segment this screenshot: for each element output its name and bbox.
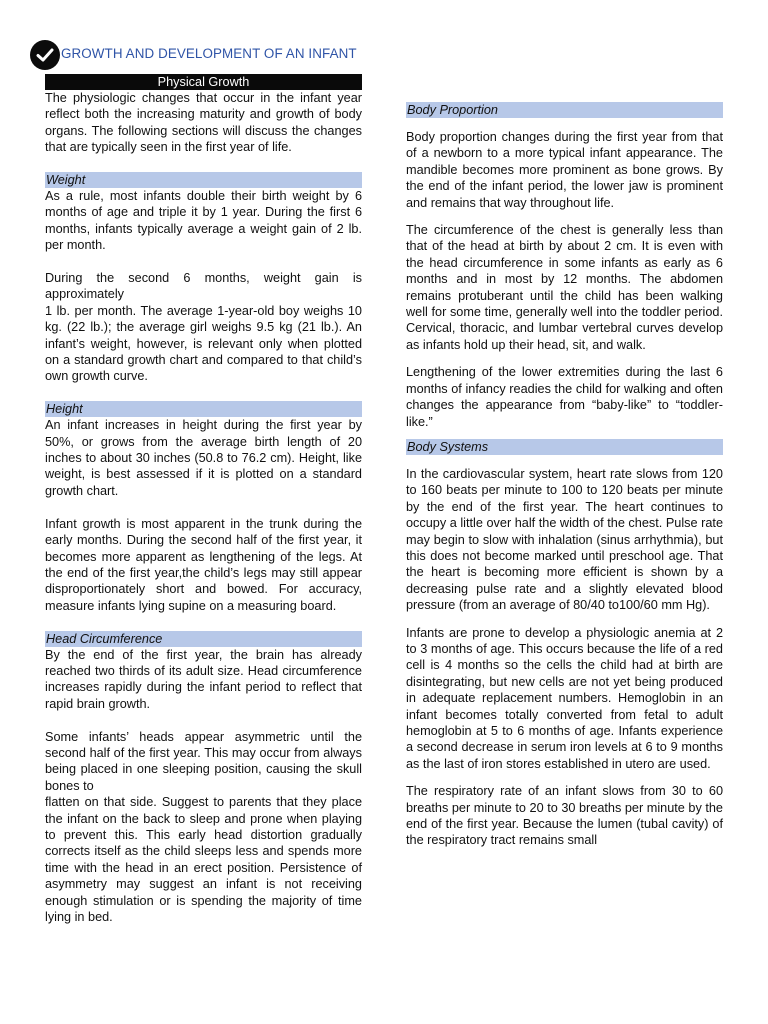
proportion-paragraph-2: The circumference of the chest is generally less than that of the head at birth by about 2 cm. It is even with the head circumference in some infants as early as 6 months and in most by 12 months. The abdomen remains protuberant until the child has been walking well for some time, generally well into the toddler period. Cervical, thoracic, and lumbar vertebral curves develop as infants hold up their head, sit, and walk. [406, 223, 723, 352]
weight-paragraph-1: As a rule, most infants double their birth weight by 6 months of age and triple it by 1 year. During the first 6 months, infants typically average a weight gain of 2 lb. per month. [45, 189, 362, 253]
head-circumference-heading: Head Circumference [45, 631, 362, 647]
systems-paragraph-3: The respiratory rate of an infant slows from 30 to 60 breaths per minute to 20 to 30 breaths per minute by the end of the first year. Because the lumen (tubal cavity) of the respiratory tract remains small [406, 784, 723, 848]
proportion-paragraph-3: Lengthening of the lower extremities during the last 6 months of infancy readies the child for walking and often changes the appearance from “baby-like” to “toddler-like.” [406, 365, 723, 429]
proportion-paragraph-1: Body proportion changes during the first year from that of a newborn to a more typical infant appearance. The mandible becomes more prominent as bone grows. By the end of the infant period, the lower jaw is prominent and remains that way throughout life. [406, 130, 723, 210]
height-paragraph-2: Infant growth is most apparent in the trunk during the early months. During the second half of the first year, it becomes more apparent as lengthening of the legs. At the end of the first year,the child’s legs may still appear disproportionately short and bowed. For accuracy, measure infants lying supine on a measuring board. [45, 516, 362, 613]
section-banner: Physical Growth [45, 74, 362, 90]
left-column [45, 74, 362, 925]
weight-heading: Weight [45, 172, 362, 188]
height-heading: Height [45, 401, 362, 417]
head-paragraph-2a: Some infants’ heads appear asymmetric until the second half of the first year. This may occur from always being placed in one sleeping position, causing the skull bones to [45, 729, 362, 793]
body-systems-heading: Body Systems [406, 439, 723, 455]
checkmark-icon [30, 40, 60, 70]
head-paragraph-1: By the end of the first year, the brain has already reached two thirds of its adult size. Head circumference increases rapidly during the infant period to reflect that rapid brain growth. [45, 647, 362, 711]
weight-paragraph-2a: During the second 6 months, weight gain is approximately [45, 271, 362, 302]
document-title: GROWTH AND DEVELOPMENT OF AN INFANT [61, 46, 357, 61]
weight-paragraph-2b: 1 lb. per month. The average 1-year-old boy weighs 10 kg. (22 lb.); the average girl weighs 9.5 kg (21 lb.). An infant’s weight, however, is relevant only when plotted on a standard growth chart and compared to that child’s own growth curve. [45, 303, 362, 384]
height-paragraph-1: An infant increases in height during the first year by 50%, or grows from the average birth length of 20 inches to about 30 inches (50.8 to 76.2 cm). Height, like weight, is best assessed if it is plotted on a standard growth chart. [45, 418, 362, 498]
head-paragraph-2b: flatten on that side. Suggest to parents that they place the infant on the back to sleep and prone when playing to prevent this. This early head distortion gradually corrects itself as the child sleeps less and spends more time with the head in an erect position. Persistence of asymmetry may suggest an infant is not receiving enough stimulation or is spending the majority of time lying in bed. [45, 795, 362, 924]
intro-paragraph: The physiologic changes that occur in the infant year reflect both the increasing maturity and growth of body organs. The following sections will discuss the changes that are typically seen in the first year of life. [45, 91, 362, 155]
body-proportion-heading: Body Proportion [406, 102, 723, 118]
systems-paragraph-2: Infants are prone to develop a physiologic anemia at 2 to 3 months of age. This occurs because the life of a red cell is 4 months so the cells the child had at birth are disintegrating, but new cells are not yet being produced in adequate replacement numbers. Hemoglobin in an infant becomes totally converted from fetal to adult hemoglobin at 5 to 6 months of age. Infants experience a second decrease in serum iron levels at 6 to 9 months as the last of iron stores established in utero are used. [406, 625, 723, 771]
systems-paragraph-1: In the cardiovascular system, heart rate slows from 120 to 160 beats per minute to 100 to 120 beats per minute by the end of the first year. The heart continues to occupy a little over half the width of the chest. Pulse rate may begin to slow with inhalation (sinus arrhythmia), but this does not become marked until preschool age. That the heart is becoming more efficient is shown by a decreasing pulse rate and a slightly elevated blood pressure (from an average of 80/40 to100/60 mm Hg). [406, 466, 723, 613]
right-column [406, 102, 723, 849]
document-header [30, 40, 390, 70]
